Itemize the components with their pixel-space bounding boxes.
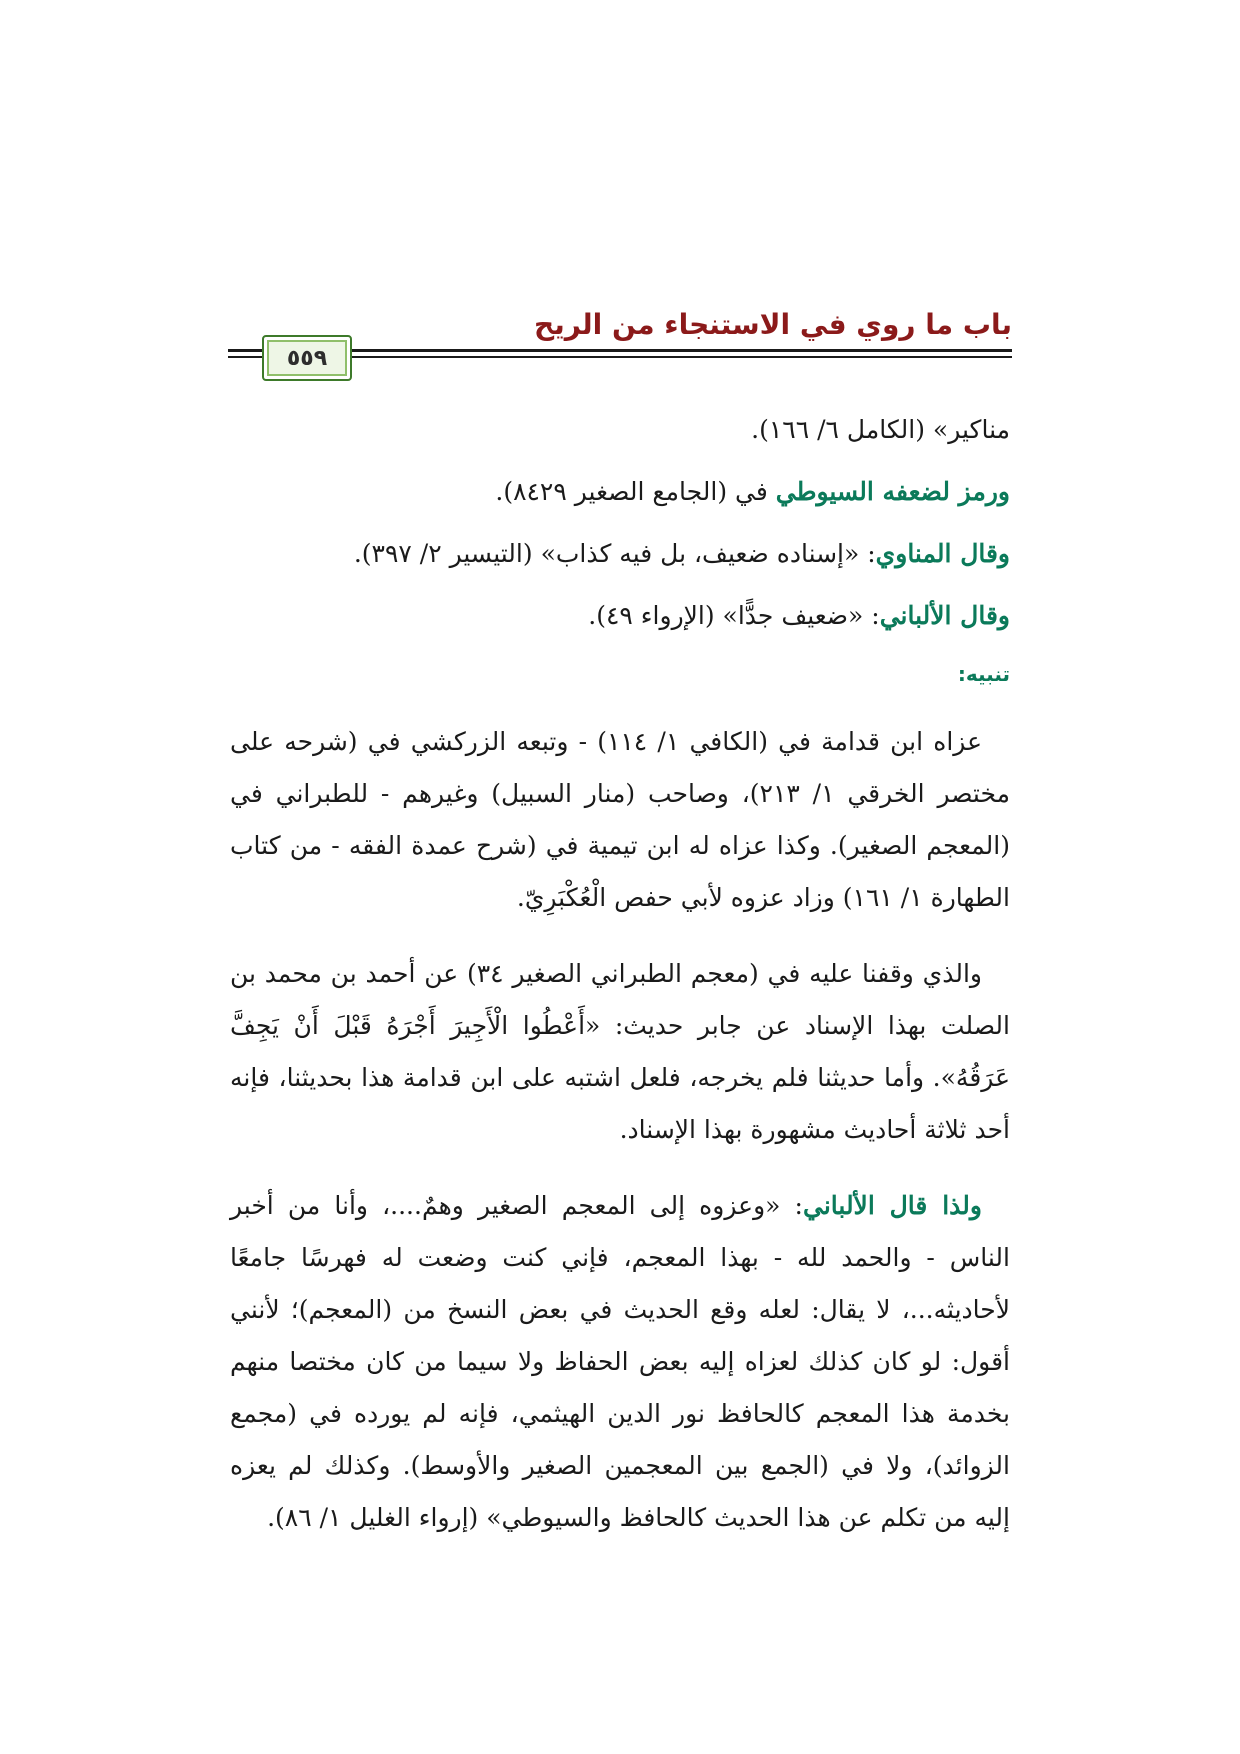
citation-lines — [230, 404, 1010, 642]
paragraph-3-label: ولذا قال الألباني — [802, 1191, 982, 1220]
line-munawi-label: وقال المناوي — [875, 539, 1010, 568]
line-kamil: مناكير» (الكامل ٦/ ١٦٦). — [751, 415, 1010, 444]
chapter-title: باب ما روي في الاستنجاء من الريح — [534, 308, 1012, 341]
page-number: ٥٥٩ — [286, 345, 328, 371]
line-albani — [230, 590, 1010, 642]
line-suyuti — [230, 466, 1010, 518]
header-rule-left-bottom — [228, 356, 262, 358]
paragraph-3-text: : «وعزوه إلى المعجم الصغير وهمٌ....، وأنا من أخبر الناس - والحمد لله - بهذا المعجم، فإني كنت وضعت له فهرسًا جامعًا لأحاديثه...، لا يقال: لعله وقع الحديث في بعض النسخ من (المعجم)؛ لأنني أقول: لو كان كذلك لعزاه إليه بعض الحفاظ ولا سيما من كان مختصا منهم بخدمة هذا المعجم كالحافظ نور الدين الهيثمي، فإنه لم يورده في (مجمع الزوائد)، ولا في (الجمع بين المعجمين الصغير والأوسط). وكذلك لم يعزه إليه من تكلم عن هذا الحديث كالحافظ والسيوطي» (إرواء الغليل ١/ ٨٦). — [230, 1191, 1010, 1532]
header-rule-right-bottom — [352, 356, 1012, 358]
line-munawi-text: : «إسناده ضعيف، بل فيه كذاب» (التيسير ٢/ ٣٩٧). — [353, 539, 876, 568]
page-number-badge — [262, 335, 352, 381]
note-heading-block — [230, 662, 1010, 686]
line-albani-text: : «ضعيف جدًّا» (الإرواء ٤٩). — [588, 601, 880, 630]
line-albani-label: وقال الألباني — [879, 601, 1010, 630]
line-suyuti-text: في (الجامع الصغير ٨٤٢٩). — [495, 477, 776, 506]
line-munawi — [230, 528, 1010, 580]
paragraph-2: والذي وقفنا عليه في (معجم الطبراني الصغير ٣٤) عن أحمد بن محمد بن الصلت بهذا الإسناد عن جابر حديث: «أَعْطُوا الْأَجِيرَ أَجْرَهُ قَبْلَ أَنْ يَجِفَّ عَرَقُهُ». وأما حديثنا فلم يخرجه، فلعل اشتبه على ابن قدامة هذا بحديثنا، فإنه أحد ثلاثة أحاديث مشهورة بهذا الإسناد. — [230, 959, 1010, 1144]
note-heading: تنبيه: — [957, 662, 1010, 686]
header-rule-right-top — [352, 349, 1012, 352]
line-suyuti-label: ورمز لضعفه السيوطي — [775, 477, 1010, 506]
header-rule-left-top — [228, 349, 262, 352]
paragraph-3 — [230, 1180, 1010, 1544]
paragraph-1: عزاه ابن قدامة في (الكافي ١/ ١١٤) - وتبعه الزركشي في (شرحه على مختصر الخرقي ١/ ٢١٣)، وصاحب (منار السبيل) وغيرهم - للطبراني في (المعجم الصغير). وكذا عزاه له ابن تيمية في (شرح عمدة الفقه - من كتاب الطهارة ١/ ١٦١) وزاد عزوه لأبي حفص الْعُكْبَرِيّ. — [230, 727, 1010, 912]
